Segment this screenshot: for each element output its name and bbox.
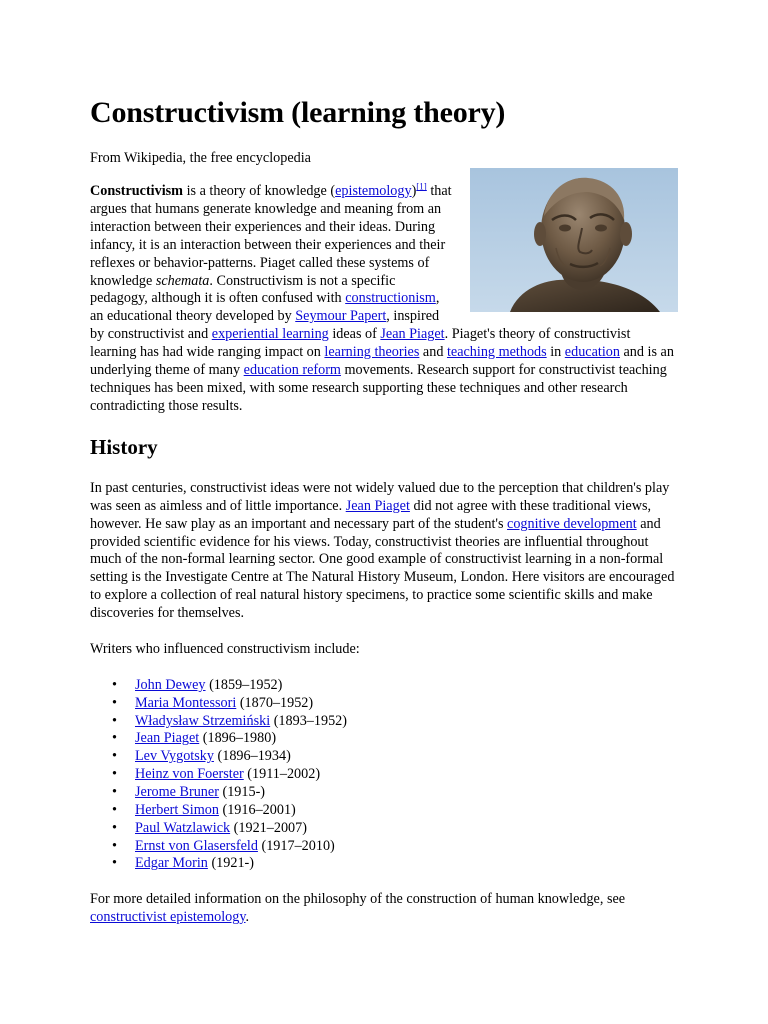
intro-text: and [419,344,447,361]
writers-intro: Writers who influenced constructivism include: [90,641,360,658]
list-item [112,676,678,695]
writer-dates: (1921-) [207,855,255,872]
writer-dates: (1917–2010) [257,837,335,854]
writer-link[interactable]: Ernst von Glasersfeld [135,837,258,854]
list-item [112,855,678,873]
footnote-link[interactable]: [1] [416,181,427,192]
list-item [112,784,678,802]
lead-term: Constructivism [90,183,184,199]
section-heading-history: History [90,434,158,459]
writer-link[interactable]: Jean Piaget [135,730,200,747]
bullet-icon: • [112,801,117,818]
link-epistemology[interactable]: epistemology [335,183,412,199]
intro-text: that argues that humans generate knowledge and meaning from an interaction between their experiences and their ideas. During infancy, it is an interaction between their experiences and their reflexes or behavior-patterns. Piaget called these systems of knowledge [90,183,452,289]
link-learning-theories[interactable]: learning theories [324,344,420,361]
writer-link[interactable]: Jerome Bruner [135,784,219,800]
writer-link[interactable]: Lev Vygotsky [135,748,214,765]
bullet-icon: • [112,837,117,854]
link-jean-piaget-history[interactable]: Jean Piaget [345,497,410,514]
site-tagline: From Wikipedia, the free encyclopedia [90,150,311,166]
link-jean-piaget[interactable]: Jean Piaget [380,326,445,343]
writers-list [90,677,678,873]
writer-link[interactable]: Edgar Morin [135,855,208,872]
intro-text: . Piaget's theory of constructivist learning has had wide ranging impact on [90,326,631,361]
bullet-icon: • [112,855,117,872]
link-seymour-papert[interactable]: Seymour Papert [295,308,387,325]
list-item [112,837,678,856]
writer-dates: (1859–1952) [205,676,283,693]
history-text: In past centuries, constructivist ideas were not widely valued due to the perception that children's play was seen as aimless and of little importance. [90,479,670,514]
bust-portrait-icon [470,168,678,312]
list-item [112,819,678,838]
bullet-icon: • [112,694,117,711]
bullet-icon: • [112,748,117,765]
bullet-icon: • [112,784,117,800]
intro-text: ideas of [328,326,381,343]
portrait-image[interactable] [470,168,678,312]
more-info-text: For more detailed information on the philosophy of the construction of human knowledge, see [90,891,626,908]
writer-link[interactable]: Herbert Simon [135,801,219,818]
writer-dates: (1911–2002) [243,766,321,783]
link-constructionism[interactable]: constructionism [345,290,436,307]
intro-section [90,183,678,416]
intro-text: ) [411,183,417,199]
link-cognitive-development[interactable]: cognitive development [507,515,637,532]
writer-dates: (1893–1952) [270,712,347,729]
intro-text: movements. Research support for constructivist teaching techniques has been mixed, with some research supporting these techniques and other research contradicting those results. [90,362,667,414]
schemata-term: schemata [155,272,210,289]
list-item [112,748,678,766]
link-experiential-learning[interactable]: experiential learning [211,326,329,343]
history-text: and provided scientific evidence for his views. Today, constructivist theories are influential throughout much of the non-formal learning sector. One good example of constructivist learning in a non-formal setting is the Investigate Centre at The Natural History Museum, London. Here visitors are encouraged to explore a collection of real natural history specimens, to practice some scientific skills and make discoveries for themselves. [90,515,675,622]
intro-text: , inspired by constructivist and [90,308,440,343]
more-info-text: . [245,909,250,926]
writer-dates: (1915-) [218,784,266,800]
link-education-reform[interactable]: education reform [243,362,341,379]
list-item [112,801,678,820]
list-item [112,730,678,748]
writer-dates: (1921–2007) [230,819,307,836]
link-teaching-methods[interactable]: teaching methods [446,344,547,361]
writer-link[interactable]: Heinz von Foerster [135,766,244,783]
intro-text: , an educational theory developed by [90,290,440,325]
writer-dates: (1896–1934) [213,748,291,765]
writer-dates: (1916–2001) [218,801,296,818]
bullet-icon: • [112,676,117,693]
history-paragraph [90,480,678,623]
history-text: did not agree with these traditional views, however. He saw play as an important and necessary part of the student's [90,497,652,532]
intro-text: and is an underlying theme of many [90,344,674,379]
more-info-paragraph [90,891,678,927]
intro-text: is a theory of knowledge ( [183,183,336,199]
writer-link[interactable]: Maria Montessori [135,694,237,711]
writer-dates: (1896–1980) [199,730,277,747]
link-constructivist-epistemology[interactable]: constructivist epistemology [90,909,246,926]
bullet-icon: • [112,712,117,729]
bullet-icon: • [112,819,117,836]
writer-dates: (1870–1952) [236,694,314,711]
list-item [112,766,678,784]
intro-text: in [546,344,565,361]
page-title: Constructivism (learning theory) [90,96,506,129]
writer-link[interactable]: John Dewey [135,676,206,693]
bullet-icon: • [112,766,117,783]
link-education[interactable]: education [564,344,620,361]
intro-text: . Constructivism is not a specific pedagogy, although it is often confused with [90,272,396,307]
list-item [112,694,678,713]
list-item [112,712,678,731]
writer-link[interactable]: Władysław Strzemiński [135,712,271,729]
bullet-icon: • [112,730,117,747]
writer-link[interactable]: Paul Watzlawick [135,819,231,836]
